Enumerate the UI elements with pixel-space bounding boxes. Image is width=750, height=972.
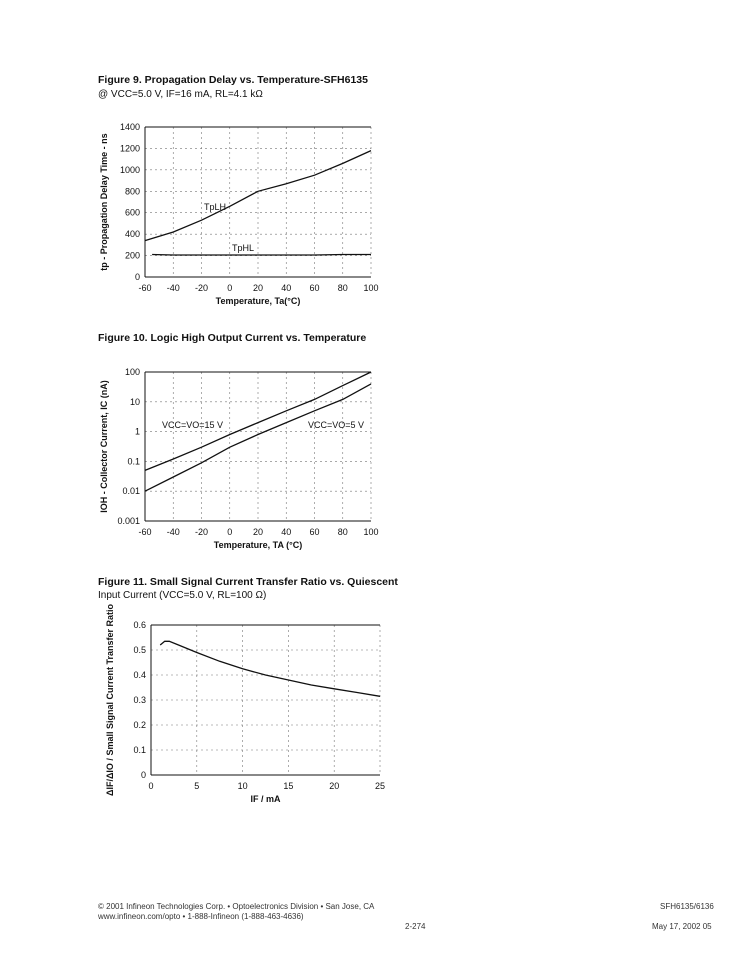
figure-9-title: Figure 9. Propagation Delay vs. Temperature-SFH6135 [98, 74, 368, 86]
series-label: TpLH [204, 202, 227, 212]
y-axis-title: ΔIF/ΔIO / Small Signal Current Transfer Ratio [105, 604, 115, 796]
footer-website: www.infineon.com/opto • 1-888-Infineon (1-888-463-4636) [98, 912, 304, 921]
series-line [160, 641, 380, 696]
x-tick-label: 80 [337, 283, 348, 293]
x-tick-label: 20 [252, 527, 264, 537]
x-tick-label: -20 [194, 527, 209, 537]
figure-9-subtitle: @ VCC=5.0 V, IF=16 mA, RL=4.1 kΩ [98, 89, 263, 100]
x-tick-label: 60 [309, 283, 320, 293]
x-tick-label: 5 [194, 781, 200, 791]
x-tick-label: 100 [363, 283, 379, 293]
x-tick-label: 60 [309, 527, 320, 537]
series-label: TpHL [232, 243, 255, 253]
figure-10-title: Figure 10. Logic High Output Current vs. Temperature [98, 332, 367, 344]
figure-11-subtitle: Input Current (VCC=5.0 V, RL=100 Ω) [98, 590, 267, 601]
y-tick-label: 1000 [119, 164, 140, 175]
y-tick-label: 0 [140, 770, 146, 780]
x-tick-label: 0 [227, 283, 233, 293]
y-axis-title: IOH - Collector Current, IC (nA) [99, 380, 109, 513]
y-tick-label: 0.1 [133, 745, 146, 755]
footer-date: May 17, 2002 05 [652, 922, 712, 931]
y-tick-label: 0.001 [117, 516, 140, 526]
y-tick-label: 100 [124, 367, 140, 377]
y-tick-label: 0.6 [133, 620, 146, 630]
series-label: VCC=VO=15 V [162, 420, 224, 430]
series-label: VCC=VO=5 V [308, 420, 365, 430]
x-tick-label: -40 [166, 283, 180, 293]
y-tick-label: 0 [134, 272, 140, 282]
y-tick-label: 10 [129, 396, 140, 407]
footer-page-number: 2-274 [405, 922, 426, 931]
footer-part-number: SFH6135/6136 [660, 902, 714, 911]
x-tick-label: -60 [138, 527, 152, 537]
y-tick-label: 0.1 [127, 456, 140, 467]
y-tick-label: 400 [124, 229, 140, 240]
x-axis-title: Temperature, TA (°C) [213, 540, 303, 550]
x-tick-label: 25 [374, 781, 386, 791]
x-tick-label: -40 [166, 527, 180, 537]
x-tick-label: 40 [281, 283, 292, 293]
x-tick-label: 10 [237, 781, 248, 791]
y-axis-title: tp - Propagation Delay Time - ns [99, 133, 109, 271]
y-tick-label: 0.2 [133, 720, 146, 730]
x-tick-label: 20 [329, 781, 340, 791]
x-tick-label: -20 [194, 283, 209, 293]
y-tick-label: 0.3 [133, 695, 146, 705]
x-axis-title: IF / mA [250, 794, 281, 804]
footer-copyright: © 2001 Infineon Technologies Corp. • Optoelectronics Division • San Jose, CA [98, 902, 375, 911]
y-tick-label: 1 [134, 426, 140, 437]
series-line [152, 255, 371, 256]
x-tick-label: 80 [337, 527, 348, 537]
y-tick-label: 800 [124, 186, 140, 197]
x-tick-label: -60 [138, 283, 152, 293]
y-tick-label: 600 [124, 207, 140, 218]
x-tick-label: 15 [283, 781, 294, 791]
y-tick-label: 0.4 [133, 670, 146, 680]
x-tick-label: 40 [281, 527, 292, 537]
y-tick-label: 0.01 [122, 486, 140, 497]
y-tick-label: 1400 [119, 122, 140, 132]
x-tick-label: 0 [227, 527, 233, 537]
x-tick-label: 0 [148, 781, 154, 791]
x-tick-label: 100 [363, 527, 379, 537]
x-axis-title: Temperature, Ta(°C) [215, 296, 301, 306]
y-tick-label: 200 [124, 250, 140, 261]
y-tick-label: 0.5 [133, 645, 146, 655]
y-tick-label: 1200 [119, 143, 140, 154]
x-tick-label: 20 [252, 283, 264, 293]
figure-11-title: Figure 11. Small Signal Current Transfer Ratio vs. Quiescent [98, 576, 398, 588]
